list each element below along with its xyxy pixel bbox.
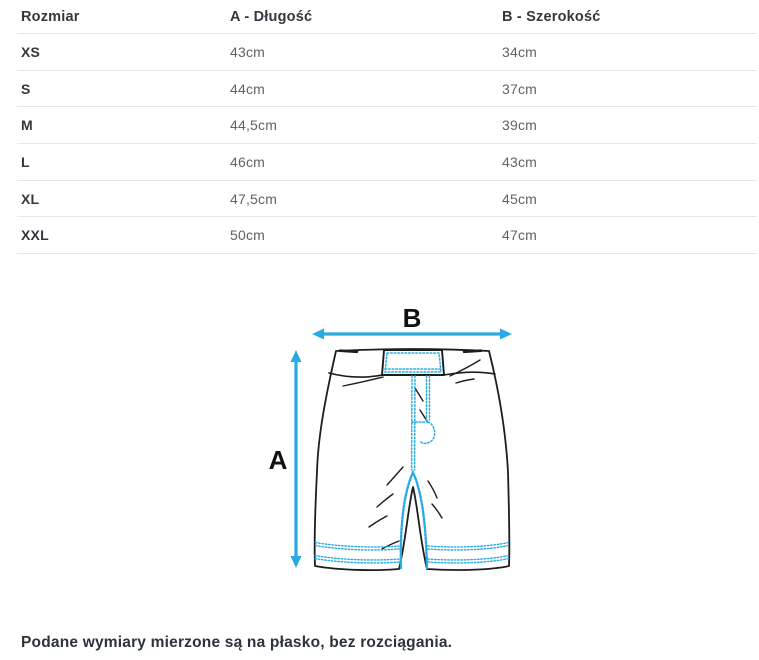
shorts-measurement-diagram xyxy=(260,300,540,590)
arrow-b-head-right xyxy=(500,329,512,340)
column-header-size: Rozmiar xyxy=(21,8,80,25)
size-cell: M xyxy=(21,117,33,134)
length-cell: 47,5cm xyxy=(230,190,278,207)
table-row xyxy=(17,181,757,218)
width-cell: 47cm xyxy=(502,227,538,244)
waist-tick-right xyxy=(464,351,481,352)
dimension-label-b: B xyxy=(402,303,422,333)
length-cell: 50cm xyxy=(230,227,266,244)
table-row xyxy=(17,34,757,71)
table-row xyxy=(17,144,757,181)
size-cell: L xyxy=(21,153,30,170)
width-cell: 34cm xyxy=(502,43,538,60)
table-row xyxy=(17,217,757,254)
table-header-row xyxy=(17,0,757,34)
length-cell: 46cm xyxy=(230,153,266,170)
column-header-length: A - Długość xyxy=(230,8,313,25)
size-cell: XL xyxy=(21,190,40,207)
width-cell: 45cm xyxy=(502,190,538,207)
table-row xyxy=(17,107,757,144)
width-cell: 37cm xyxy=(502,80,538,97)
length-cell: 44,5cm xyxy=(230,117,278,134)
size-cell: S xyxy=(21,80,31,97)
width-cell: 39cm xyxy=(502,117,538,134)
column-header-width: B - Szerokość xyxy=(502,8,601,25)
length-cell: 44cm xyxy=(230,80,266,97)
table-row xyxy=(17,71,757,108)
measurement-note: Podane wymiary mierzone są na płasko, bez rozciągania. xyxy=(21,634,453,651)
waist-tick-left xyxy=(340,351,357,352)
size-chart-table xyxy=(0,0,759,254)
length-cell: 43cm xyxy=(230,43,266,60)
size-cell: XS xyxy=(21,43,41,60)
size-cell: XXL xyxy=(21,227,49,244)
arrow-a-head-bottom xyxy=(291,556,302,568)
width-cell: 43cm xyxy=(502,153,538,170)
dimension-label-a: A xyxy=(268,445,288,475)
arrow-a-head-top xyxy=(291,350,302,362)
arrow-b-head-left xyxy=(312,329,324,340)
